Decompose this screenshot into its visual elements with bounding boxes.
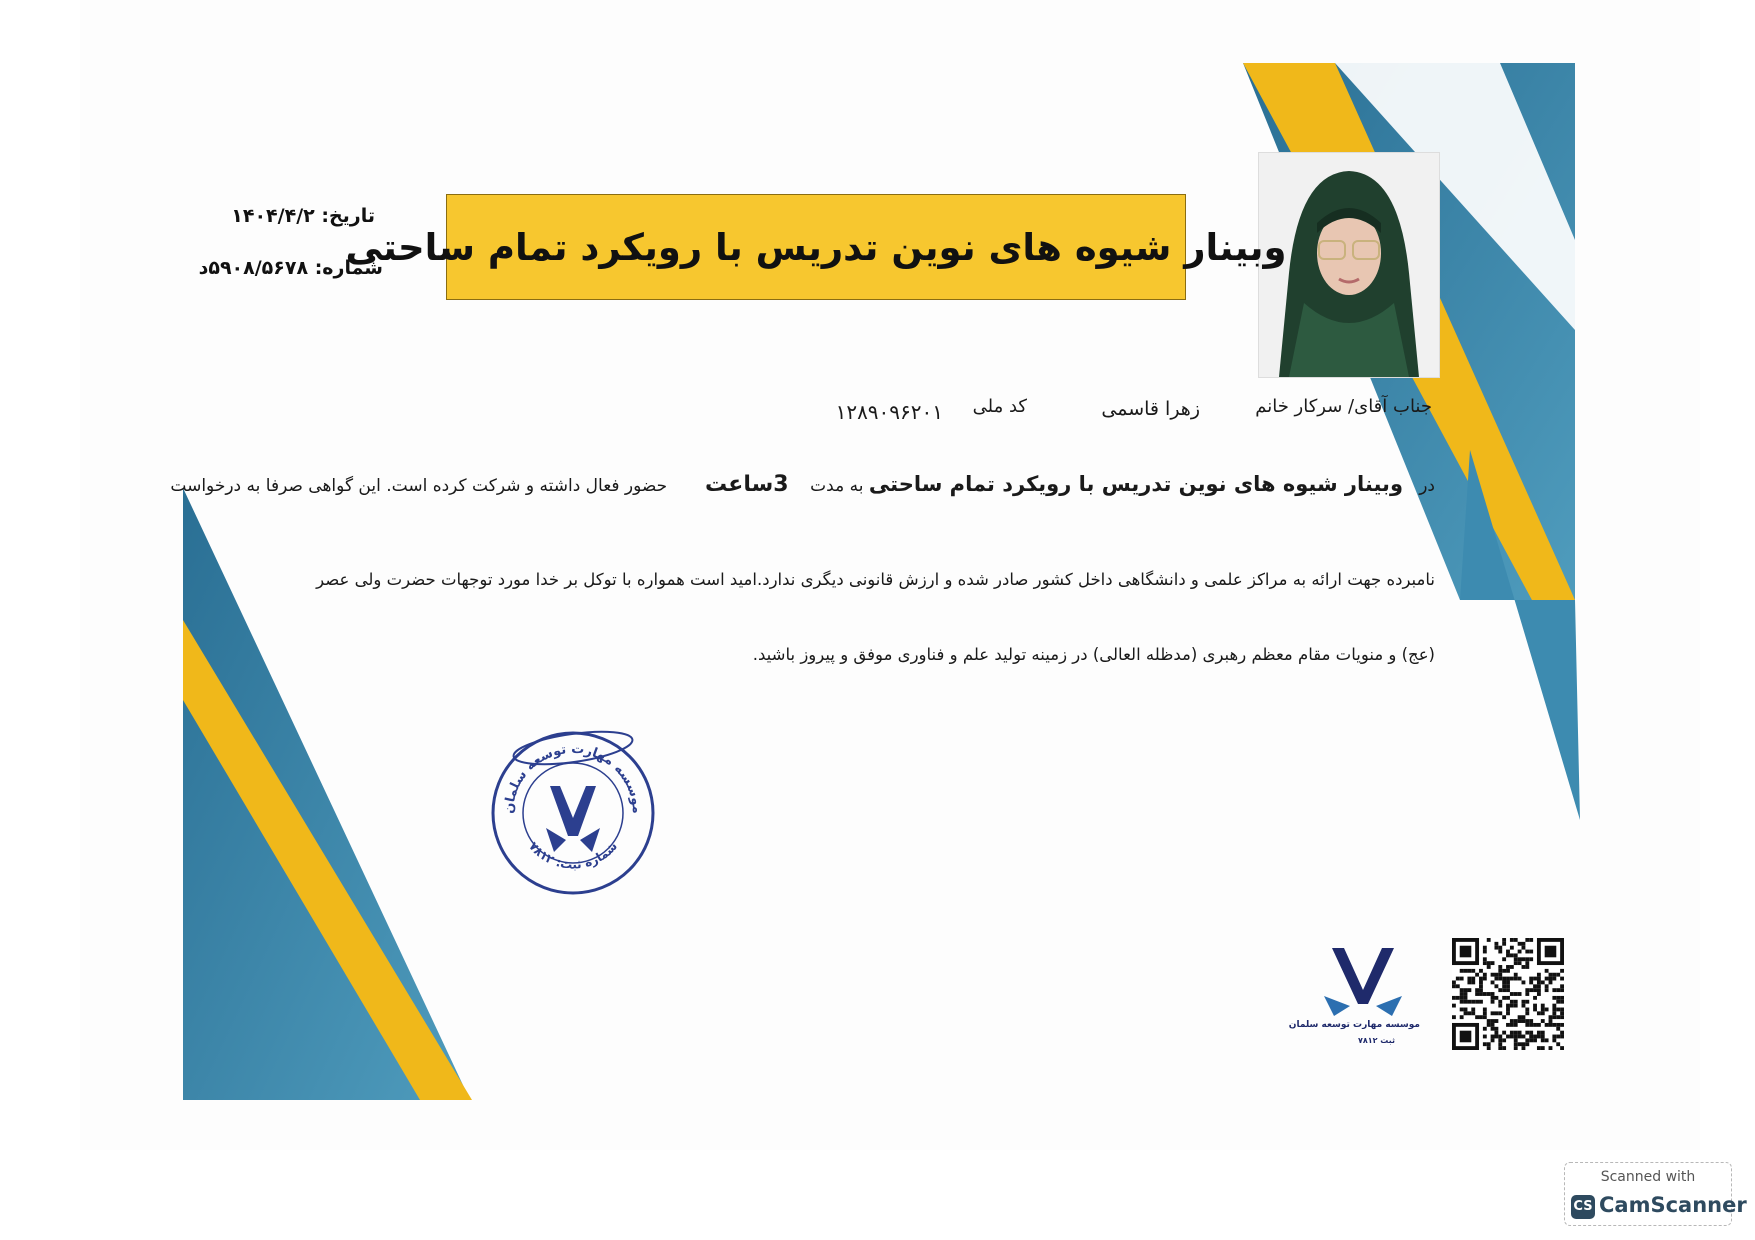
duration-value: 3ساعت	[705, 472, 789, 497]
seal-bottom-text: شماره ثبت: ۷۸۱۲	[526, 839, 621, 872]
issue-number	[199, 257, 383, 279]
number-label: شماره:	[314, 257, 383, 279]
number-value: ۵۹۰۸/۵۶۷۸د	[198, 257, 309, 279]
body-prefix: در	[1419, 476, 1435, 496]
scanner-line-2: CamScanner	[1599, 1193, 1747, 1217]
national-code-label: کد ملی	[972, 396, 1027, 417]
body-line-1	[170, 472, 1435, 497]
camscanner-logo-icon: CS	[1571, 1195, 1595, 1219]
institute-logo-icon	[1318, 944, 1408, 1016]
body-line-2: نامبرده جهت ارائه به مراکز علمی و دانشگاهی داخل کشور صادر شده و ارزش قانونی دیگری ندارد.امید است همواره با توکل بر خدا مورد توجهات حضرت ولی عصر	[316, 570, 1435, 589]
date-value: ۱۴۰۴/۴/۲	[231, 205, 315, 227]
salutation: جناب آقای/ سرکار خانم	[1255, 396, 1432, 417]
seal-emblem-icon	[546, 786, 600, 852]
body-line-3: (عج) و منویات مقام معظم رهبری (مدظله العالی) در زمینه تولید علم و فناوری موفق و پیروز باشید.	[752, 645, 1435, 664]
institute-seal	[488, 728, 658, 898]
scanner-line-1: Scanned with	[1600, 1169, 1696, 1185]
issue-date	[231, 205, 375, 227]
scanner-watermark	[1564, 1162, 1747, 1226]
footer-logo-reg: ثبت ۷۸۱۲	[1357, 1036, 1395, 1045]
duration-label: به مدت	[810, 476, 864, 496]
course-name: وبینار شیوه های نوین تدریس با رویکرد تمام ساحتی	[868, 472, 1403, 496]
date-label: تاریخ:	[321, 205, 375, 227]
body-line-1-rest: حضور فعال داشته و شرکت کرده است. این گواهی صرفا به درخواست	[170, 476, 668, 496]
footer-logo-name: موسسه مهارت توسعه سلمان	[1288, 1020, 1420, 1030]
recipient-name: زهرا قاسمی	[1101, 398, 1200, 420]
svg-text:شماره ثبت: ۷۸۱۲	[526, 839, 620, 872]
certificate-title: وبینار شیوه های نوین تدریس با رویکرد تمام ساحتی	[345, 225, 1287, 269]
qr-code-icon	[1452, 938, 1564, 1050]
seal-top-text: موسسه مهارت توسعه سلمان	[501, 741, 645, 815]
national-code-value: ۱۲۸۹۰۹۶۲۰۱	[835, 400, 943, 424]
